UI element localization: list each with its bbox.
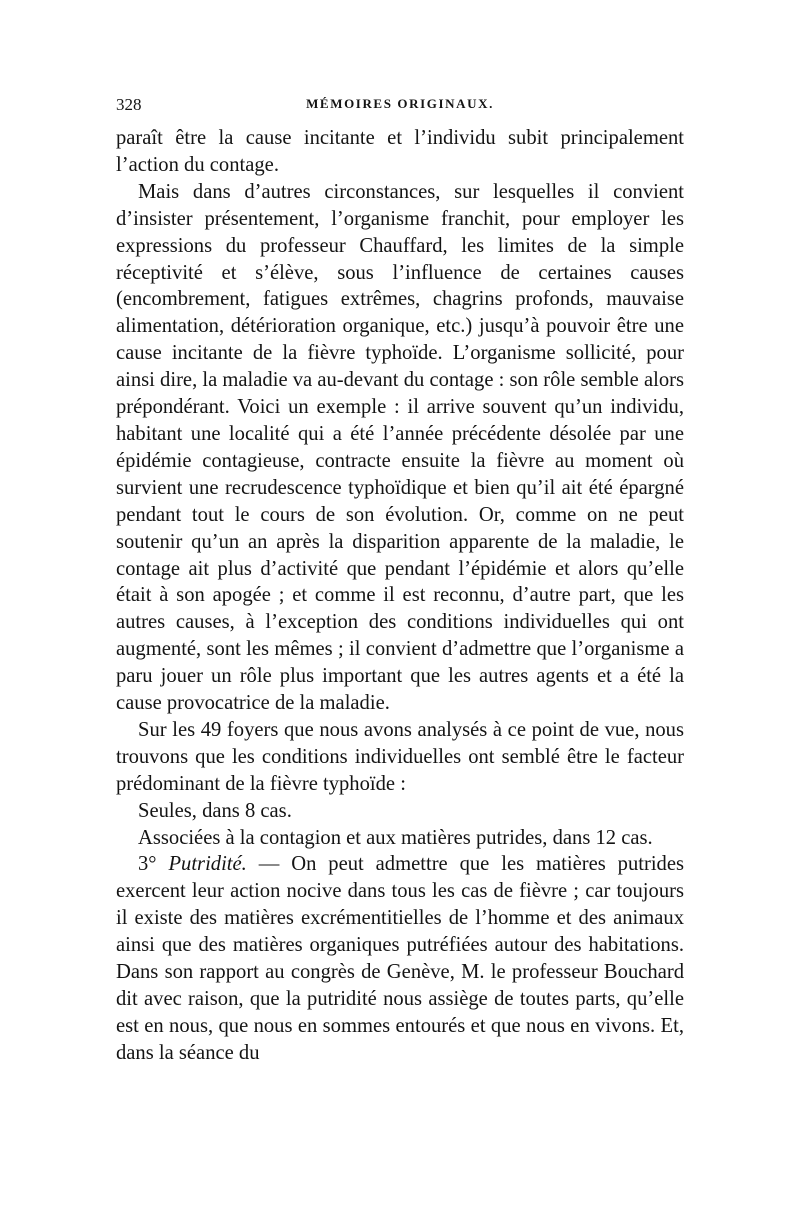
list-item-alone: Seules, dans 8 cas. <box>138 799 292 822</box>
page-header <box>116 95 684 125</box>
running-head: MÉMOIRES ORIGINAUX. <box>306 96 494 111</box>
section-text: — On peut admettre que les matières putrides exercent leur action nocive dans tous les cas de fièvre ; car toujours il existe des matières excrémentitielles de l’homme et des animaux ainsi que des matières organiques putréfiées autour des habitations. Dans son rapport au congrès de Genève, M. le professeur Bouchard dit avec raison, que la putridité nous assiège de toutes parts, qu’elle est en nous, que nous en sommes entourés et que nous en vivons. Et, dans la séance du <box>116 853 684 1064</box>
body-text <box>116 125 684 1067</box>
page-number: 328 <box>116 95 142 114</box>
section-number: 3° <box>138 853 157 876</box>
section-putridite <box>116 851 684 1066</box>
paragraph-foyers-analysis: Sur les 49 foyers que nous avons analysés à ce point de vue, nous trouvons que les conditions individuelles ont semblé être le facteur prédominant de la fièvre typhoïde : <box>116 718 684 795</box>
list-item-associated: Associées à la contagion et aux matières putrides, dans 12 cas. <box>138 826 653 849</box>
section-title: Putridité. <box>168 853 247 876</box>
book-page <box>116 95 684 1067</box>
paragraph-continuation: paraît être la cause incitante et l’individu subit principalement l’action du contage. <box>116 127 684 176</box>
paragraph-organism-role: Mais dans d’autres circonstances, sur lesquelles il convient d’insister présentement, l’organisme franchit, pour employer les expressions du professeur Chauffard, les limites de la simple réceptivité et s’élève, sous l’influence de certaines causes (encombrement, fatigues extrêmes, chagrins profonds, mauvaise alimentation, détérioration organique, etc.) jusqu’à pouvoir être une cause incitante de la fièvre typhoïde. L’organisme sollicité, pour ainsi dire, la maladie va au-devant du contage : son rôle semble alors prépondérant. Voici un exemple : il arrive souvent qu’un individu, habitant une localité qui a été l’année précédente désolée par une épidémie contagieuse, contracte ensuite la fièvre au moment où survient une recrudescence typhoïdique et bien qu’il ait été épargné pendant tout le cours de son évolution. Or, comme on ne peut soutenir qu’un an après la disparition apparente de la maladie, le contage ait plus d’activité que pendant l’épidémie et alors qu’elle était à son apogée ; et comme il est reconnu, d’autre part, que les autres causes, à l’exception des conditions individuelles qui ont augmenté, sont les mêmes ; il convient d’admettre que l’organisme a paru jouer un rôle plus important que les autres agents et a été la cause provocatrice de la maladie. <box>116 180 684 715</box>
